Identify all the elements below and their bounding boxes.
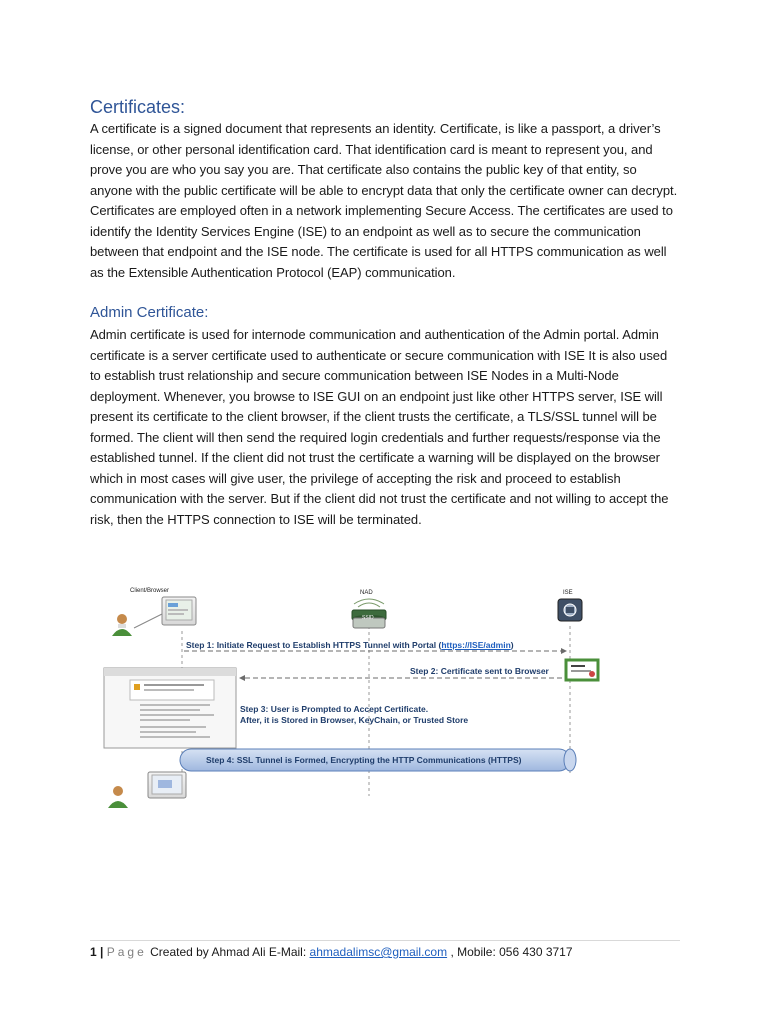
step1-text: Step 1: Initiate Request to Establish HTTPS Tunnel with Portal ( bbox=[186, 640, 442, 650]
page-word: Page bbox=[106, 945, 147, 959]
client-view-line bbox=[134, 614, 162, 628]
browser-certificate-warning-image bbox=[104, 668, 236, 748]
certificates-paragraph: A certificate is a signed document that represents an identity. Certificate, is like a passport, a driver’s license, or other personal identification card. That identification card is meant to represent you, and prove you are who you say you are. That certificate also contains the public key of that entity, so anyone with the public certificate will be able to encrypt data that only the certificate owner can decrypt. Certificates are employed often in a network implementing Secure Access. The certificates are used to identify the Identity Services Engine (ISE) to an endpoint as well as to secure the communication between that endpoint and the ISE node. The certificate is used for all HTTPS communication as well as the Extensible Authentication Protocol (EAP) communication. bbox=[90, 121, 678, 280]
nad-label: NAD bbox=[360, 590, 373, 596]
page-footer bbox=[90, 940, 680, 960]
step1-label bbox=[186, 640, 514, 650]
step3-line1: Step 3: User is Prompted to Accept Certificate. bbox=[240, 704, 429, 714]
admin-certificate-paragraph: Admin certificate is used for internode communication and authentication of the Admin portal. Admin certificate is a server certificate used to authenticate or secure communication with ISE It is also used to establish trust relationship and secure communication between ISE Nodes in a Multi-Node deployment. Whenever, you browse to ISE GUI on an endpoint just like other HTTPS server, ISE will present its certificate to the client browser, if the client trusts the certificate, a TLS/SSL tunnel will be formed. The client will then send the required login credentials and further requests/response via the established tunnel. If the client did not trust the certificate a warning will be displayed on the browser which in most cases will give user, the privilege of accepting the risk and proceed to establish communication with the server. But if the client did not trust the certificate and not willing to accept the risk, then the HTTPS connection to ISE will be terminated. bbox=[90, 327, 669, 527]
client-browser-label: Client/Browser bbox=[130, 588, 170, 594]
step2-label: Step 2: Certificate sent to Browser bbox=[410, 666, 549, 676]
document-page bbox=[90, 96, 680, 530]
email-link[interactable]: ahmadalimsc@gmail.com bbox=[309, 945, 448, 959]
client-monitor-bottom-icon bbox=[148, 772, 186, 798]
step3-line2: After, it is Stored in Browser, KeyChain, or Trusted Store bbox=[240, 715, 469, 725]
client-user-bottom-icon bbox=[108, 786, 128, 808]
footer-separator: | bbox=[100, 945, 104, 959]
certificates-heading: Certificates: bbox=[90, 97, 186, 117]
nad-router-icon bbox=[352, 599, 386, 628]
step1-close: ) bbox=[510, 640, 514, 650]
created-by-text: Created by Ahmad Ali E-Mail: bbox=[150, 945, 307, 959]
admin-certificate-heading: Admin Certificate: bbox=[90, 304, 209, 321]
https-tunnel-diagram bbox=[100, 586, 620, 816]
ssid-label: SSID bbox=[362, 615, 374, 621]
mobile-text: , Mobile: 056 430 3717 bbox=[450, 945, 573, 959]
certificate-icon bbox=[566, 660, 598, 680]
client-monitor-icon bbox=[162, 597, 196, 625]
ise-server-icon bbox=[558, 599, 582, 621]
diagram-graphics bbox=[100, 586, 620, 816]
step4-label: Step 4: SSL Tunnel is Formed, Encrypting the HTTP Communications (HTTPS) bbox=[206, 755, 522, 765]
page-number: 1 bbox=[90, 945, 97, 959]
ise-label: ISE bbox=[563, 590, 573, 596]
client-user-icon bbox=[112, 614, 132, 636]
step1-link[interactable]: https://ISE/admin bbox=[441, 640, 511, 650]
